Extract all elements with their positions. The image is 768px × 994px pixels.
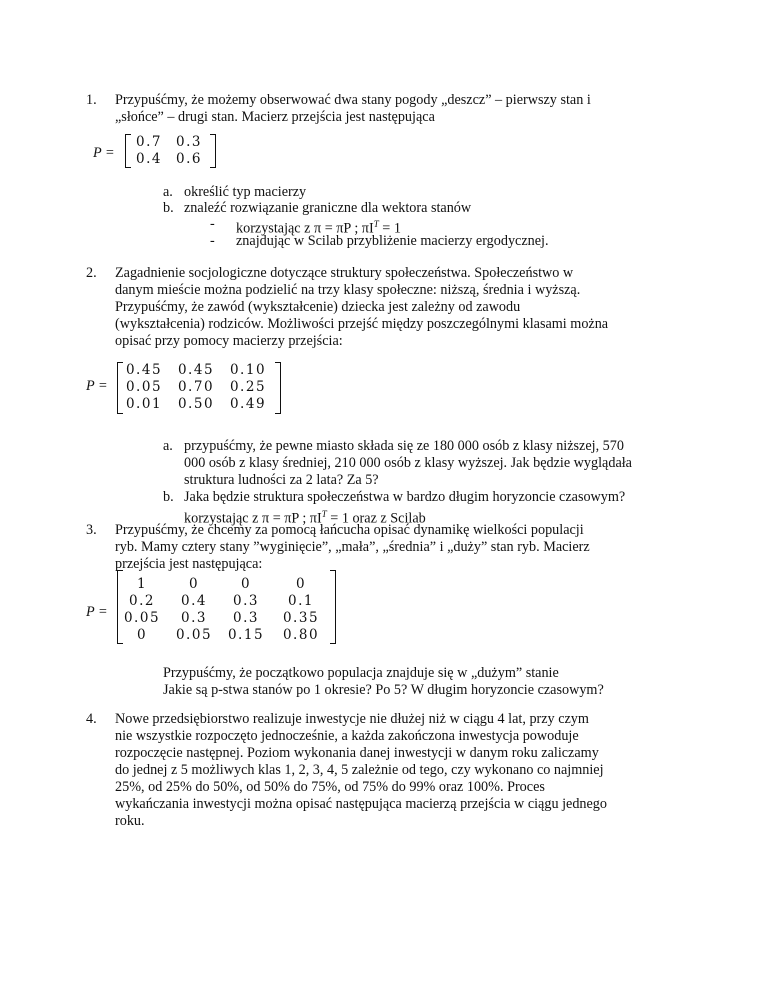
text-line: ryb. Mamy cztery stany ”wyginięcie”, „mała”, „średnia” i „duży” stan ryb. Macierz: [115, 539, 590, 555]
item-marker: b.: [163, 200, 174, 216]
matrix-cell: 0: [136, 627, 148, 643]
matrix-cell: 0.3: [233, 593, 259, 609]
matrix-cell: 0: [295, 576, 307, 592]
question-number: 1.: [86, 92, 97, 108]
text-line: 25%, od 25% do 50%, od 50% do 75%, od 75% do 99% oraz 100%. Proces: [115, 779, 545, 795]
question-text: [115, 265, 608, 350]
matrix-cell: 0.6: [176, 151, 202, 167]
text-line: „słońce” – drugi stan. Macierz przejścia jest następująca: [115, 109, 435, 125]
text-line: Przypuśćmy, że chcemy za pomocą łańcucha opisać dynamikę wielkości populacji: [115, 522, 584, 538]
text-line: Przypuśćmy, że możemy obserwować dwa stany pogody „deszcz” – pierwszy stan i: [115, 92, 591, 108]
matrix-cell: 0.4: [136, 151, 162, 167]
matrix-cell: 0.70: [177, 379, 215, 395]
matrix-label: P =: [93, 145, 115, 161]
text-line: Przypuśćmy, że początkowo populacja znajduje się w „dużym” stanie: [163, 665, 559, 681]
question-text: [115, 711, 607, 830]
matrix-cell: 0.45: [177, 362, 215, 378]
matrix-cell: 0.25: [229, 379, 267, 395]
right-bracket: [210, 134, 216, 168]
text-line: rozpoczęcie następnej. Poziom wykonania danej inwestycji w danym roku zaliczamy: [115, 745, 599, 761]
text-line: nie wszystkie rozpoczęto jednocześnie, a każda zakończona inwestycja powoduje: [115, 728, 579, 744]
text-line: struktura ludności za 2 lata? Za 5?: [184, 472, 379, 488]
matrix-cell: 0.10: [229, 362, 267, 378]
right-bracket: [275, 362, 281, 414]
text-line: wykańczania inwestycji można opisać następująca macierzą przejścia w ciągu jednego: [115, 796, 607, 812]
matrix-cell: 0: [188, 576, 200, 592]
text-line: (wykształcenia) rodziców. Możliwości przejść między poszczególnymi klasami można: [115, 316, 609, 332]
dash-marker: -: [210, 216, 215, 232]
item-marker: a.: [163, 184, 173, 200]
matrix-cell: 0.35: [282, 610, 320, 626]
text-line: danym mieście można podzielić na trzy klasy społeczne: niższą, średnia i wyższą.: [115, 282, 581, 298]
question-text: [115, 522, 590, 573]
sub-item-b-text: znaleźć rozwiązanie graniczne dla wektora stanów: [184, 200, 472, 216]
text-line: roku.: [115, 813, 145, 829]
matrix-cell: 0.01: [125, 396, 163, 412]
right-bracket: [330, 570, 336, 644]
text-line: opisać przy pomocy macierzy przejścia:: [115, 333, 343, 349]
matrix-cell: 0.3: [181, 610, 207, 626]
matrix-cell: 1: [136, 576, 148, 592]
matrix-cell: 0.50: [177, 396, 215, 412]
question-text: [115, 92, 591, 126]
matrix-cell: 0.45: [125, 362, 163, 378]
text-line: Jakie są p-stwa stanów po 1 okresie? Po 5? W długim horyzoncie czasowym?: [163, 682, 604, 698]
matrix-label: P =: [86, 378, 108, 394]
question-number: 3.: [86, 522, 97, 538]
matrix-cell: 0.2: [129, 593, 155, 609]
matrix-cell: 0: [240, 576, 252, 592]
item-marker: b.: [163, 489, 174, 505]
dash-marker: -: [210, 233, 215, 249]
matrix-cell: 0.15: [227, 627, 265, 643]
text-line: Zagadnienie socjologiczne dotyczące struktury społeczeństwa. Społeczeństwo w: [115, 265, 574, 281]
formula-tail: = 1: [378, 220, 401, 237]
matrix-cell: 0.1: [288, 593, 314, 609]
matrix-cell: 0.49: [229, 396, 267, 412]
formula-text: korzystając z π = πP ; πI: [236, 220, 374, 237]
text-line: przejścia jest następująca:: [115, 556, 263, 572]
question-followup: [163, 665, 604, 699]
question-number: 2.: [86, 265, 97, 281]
matrix-cell: 0.05: [123, 610, 161, 626]
question-number: 4.: [86, 711, 97, 727]
text-line: 000 osób z klasy średniej, 210 000 osób z klasy wyższej. Jak będzie wyglądała: [184, 455, 632, 471]
superscript: T: [321, 509, 327, 519]
sub-item-b-text: Jaka będzie struktura społeczeństwa w bardzo długim horyzoncie czasowym?: [184, 489, 626, 505]
matrix-cell: 0.80: [282, 627, 320, 643]
matrix-label: P =: [86, 604, 108, 620]
matrix-cell: 0.3: [233, 610, 259, 626]
sub-item-a-text: określić typ macierzy: [184, 184, 307, 200]
matrix-cell: 0.4: [181, 593, 207, 609]
matrix-cell: 0.05: [125, 379, 163, 395]
sub-item-b: [163, 200, 174, 217]
text-line: przypuśćmy, że pewne miasto składa się ze 180 000 osób z klasy niższej, 570: [184, 438, 624, 454]
item-marker: a.: [163, 438, 173, 454]
left-bracket: [125, 134, 131, 168]
matrix-cell: 0.3: [176, 134, 202, 150]
text-line: Nowe przedsiębiorstwo realizuje inwestycje nie dłużej niż w ciągu 4 lat, przy czym: [115, 711, 589, 727]
sub-item-a-text: [184, 438, 632, 489]
formula-tail: = 1 oraz z Scilab: [326, 510, 426, 527]
dash-item-text: znajdując w Scilab przybliżenie macierzy ergodycznej.: [236, 233, 549, 249]
superscript: T: [373, 219, 379, 229]
formula-text: korzystając z π = πP ; πI: [184, 510, 322, 527]
sub-item-a: [163, 184, 173, 201]
text-line: do jednej z 5 możliwych klas 1, 2, 3, 4, 5 zależnie od tego, czy wykonano co najmniej: [115, 762, 604, 778]
text-line: Przypuśćmy, że zawód (wykształcenie) dziecka jest zależny od zawodu: [115, 299, 521, 315]
matrix-cell: 0.7: [136, 134, 162, 150]
matrix-cell: 0.05: [175, 627, 213, 643]
